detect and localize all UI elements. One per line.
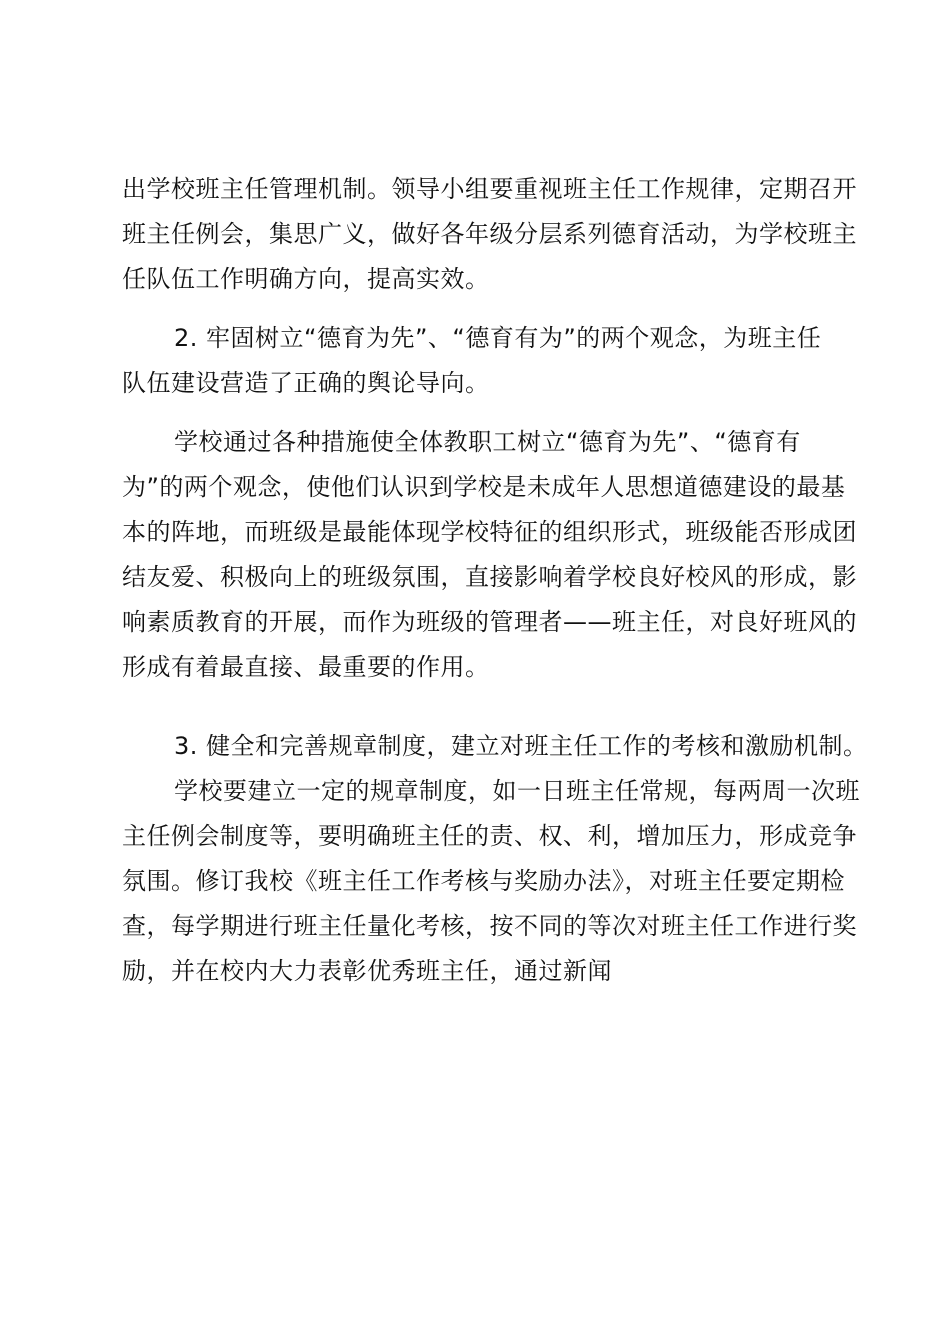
paragraph-line: 学校要建立一定的规章制度，如一日班主任常规，每两周一次班: [174, 777, 860, 805]
paragraph-line: 出学校班主任管理机制。领导小组要重视班主任工作规律，定期召开: [122, 175, 857, 203]
paragraph-line: 氛围。修订我校《班主任工作考核与奖励办法》，对班主任要定期检: [122, 867, 845, 895]
paragraph-line: 结友爱、积极向上的班级氛围，直接影响着学校良好校风的形成，影: [122, 563, 857, 591]
section-heading-line: 队伍建设营造了正确的舆论导向。: [122, 369, 490, 397]
paragraph-line: 班主任例会，集思广义，做好各年级分层系列德育活动，为学校班主: [122, 220, 857, 248]
paragraph-line: 为”的两个观念，使他们认识到学校是未成年人思想道德建设的最基: [122, 473, 846, 501]
paragraph-line: 励，并在校内大力表彰优秀班主任，通过新闻: [122, 957, 612, 985]
section-heading-line: 2. 牢固树立“德育为先”、“德育有为”的两个观念，为班主任: [174, 324, 822, 352]
paragraph-line: 查，每学期进行班主任量化考核，按不同的等次对班主任工作进行奖: [122, 912, 857, 940]
paragraph-line: 响素质教育的开展，而作为班级的管理者——班主任，对良好班风的: [122, 608, 857, 636]
paragraph-line: 主任例会制度等，要明确班主任的责、权、利，增加压力，形成竞争: [122, 822, 857, 850]
paragraph-line: 本的阵地，而班级是最能体现学校特征的组织形式，班级能否形成团: [122, 518, 857, 546]
section-heading-line: 3. 健全和完善规章制度，建立对班主任工作的考核和激励机制。: [174, 732, 868, 760]
paragraph-line: 任队伍工作明确方向，提高实效。: [122, 265, 490, 293]
paragraph-line: 形成有着最直接、最重要的作用。: [122, 653, 490, 681]
paragraph-line: 学校通过各种措施使全体教职工树立“德育为先”、“德育有: [174, 428, 801, 456]
